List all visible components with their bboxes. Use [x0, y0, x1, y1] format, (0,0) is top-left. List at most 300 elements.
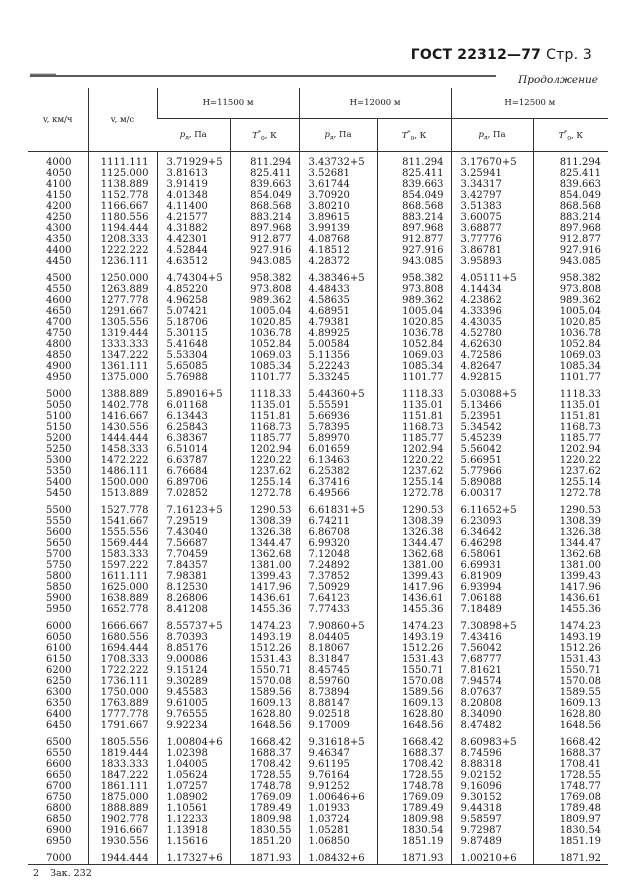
cell-speed-ms: 1125.000: [88, 168, 157, 179]
cell-temperature: 1436.61: [533, 593, 608, 604]
cell-temperature: 1005.04: [230, 306, 299, 317]
cell-speed-ms: 1180.556: [88, 212, 157, 223]
cell-pressure: 5.45239: [451, 433, 533, 444]
cell-pressure: 1.08432+6: [299, 853, 377, 864]
cell-speed-kmh: 6450: [46, 720, 72, 731]
cell-temperature: 1628.80: [533, 709, 608, 720]
cell-speed-ms: 1750.000: [88, 687, 157, 698]
cell-pressure: 3.52681: [299, 168, 377, 179]
cell-speed-ms: 1708.333: [88, 654, 157, 665]
cell-temperature: 1381.00: [377, 560, 451, 571]
cell-temperature: 1020.85: [533, 317, 608, 328]
table-row: [28, 748, 608, 759]
cell-pressure: 6.74211: [299, 516, 377, 527]
cell-speed-ms: 1666.667: [88, 621, 157, 632]
cell-speed-kmh: 4850: [46, 350, 72, 361]
cell-speed-ms: 1388.889: [88, 389, 157, 400]
cell-temperature: 1069.03: [230, 350, 299, 361]
cell-temperature: 958.382: [377, 273, 451, 284]
cell-pressure: 4.23862: [451, 295, 533, 306]
cell-temperature: 1290.53: [377, 505, 451, 516]
header-speed-ms: v, м/с: [88, 88, 157, 152]
cell-temperature: 1789.49: [230, 803, 299, 814]
cell-temperature: 1668.42: [230, 737, 299, 748]
cell-speed-kmh: 5450: [46, 488, 72, 499]
cell-pressure: 6.86708: [299, 527, 377, 538]
table-row: [28, 422, 608, 433]
cell-temperature: 1474.23: [377, 621, 451, 632]
cell-temperature: 883.214: [230, 212, 299, 223]
cell-pressure: 7.70459: [157, 549, 230, 560]
cell-temperature: 1648.56: [230, 720, 299, 731]
cell-speed-ms: 1347.222: [88, 350, 157, 361]
table-row: [28, 643, 608, 654]
cell-speed-ms: 1500.000: [88, 477, 157, 488]
cell-pressure: 6.11652+5: [451, 505, 533, 516]
cell-temperature: 989.362: [230, 295, 299, 306]
cell-pressure: 3.68877: [451, 223, 533, 234]
cell-temperature: 1851.19: [533, 836, 608, 847]
cell-speed-kmh: 6100: [46, 643, 72, 654]
cell-temperature: 1455.36: [533, 604, 608, 615]
cell-temperature: 1809.98: [230, 814, 299, 825]
cell-pressure: 6.63787: [157, 455, 230, 466]
cell-temperature: 1381.00: [230, 560, 299, 571]
cell-temperature: 912.877: [533, 234, 608, 245]
cell-temperature: 1609.13: [377, 698, 451, 709]
cell-pressure: 8.74596: [451, 748, 533, 759]
cell-temperature: 1168.73: [230, 422, 299, 433]
cell-pressure: 5.66951: [451, 455, 533, 466]
cell-pressure: 5.56042: [451, 444, 533, 455]
cell-pressure: 3.51383: [451, 201, 533, 212]
cell-temperature: 883.214: [377, 212, 451, 223]
cell-speed-ms: 1291.667: [88, 306, 157, 317]
cell-speed-ms: 1736.111: [88, 676, 157, 687]
cell-speed-ms: 1527.778: [88, 505, 157, 516]
cell-speed-kmh: 4650: [46, 306, 72, 317]
cell-speed-kmh: 6600: [46, 759, 72, 770]
cell-speed-kmh: 6250: [46, 676, 72, 687]
cell-speed-kmh: 5600: [46, 527, 72, 538]
cell-speed-ms: 1888.889: [88, 803, 157, 814]
cell-pressure: 6.34642: [451, 527, 533, 538]
cell-temperature: 1589.55: [533, 687, 608, 698]
cell-temperature: 1399.43: [533, 571, 608, 582]
cell-speed-kmh: 4950: [46, 372, 72, 383]
cell-temperature: 1512.26: [533, 643, 608, 654]
cell-pressure: 3.99139: [299, 223, 377, 234]
cell-speed-ms: 1402.778: [88, 400, 157, 411]
cell-temperature: 1308.39: [533, 516, 608, 527]
header-pressure: $p_д$, Па: [451, 119, 533, 152]
cell-speed-kmh: 6150: [46, 654, 72, 665]
page-header: [0, 0, 638, 86]
table-row: [28, 814, 608, 825]
cell-pressure: 7.98381: [157, 571, 230, 582]
cell-pressure: 8.70393: [157, 632, 230, 643]
cell-temperature: 1493.19: [533, 632, 608, 643]
cell-temperature: 1202.94: [230, 444, 299, 455]
cell-temperature: 1290.53: [533, 505, 608, 516]
temperature-unit: К: [270, 130, 277, 141]
cell-pressure: 6.69931: [451, 560, 533, 571]
cell-pressure: 4.82647: [451, 361, 533, 372]
cell-pressure: 7.50929: [299, 582, 377, 593]
cell-pressure: 4.89925: [299, 328, 377, 339]
cell-pressure: 9.02518: [299, 709, 377, 720]
cell-pressure: 5.55591: [299, 400, 377, 411]
table-row: [28, 737, 608, 748]
cell-speed-ms: 1652.778: [88, 604, 157, 615]
cell-speed-kmh: 6850: [46, 814, 72, 825]
cell-temperature: 1628.80: [377, 709, 451, 720]
cell-speed-ms: 1805.556: [88, 737, 157, 748]
cell-speed-kmh: 5000: [46, 389, 72, 400]
cell-temperature: 1628.80: [230, 709, 299, 720]
table-row: [28, 770, 608, 781]
cell-speed-ms: 1222.222: [88, 245, 157, 256]
cell-temperature: 1708.42: [230, 759, 299, 770]
table-body: [28, 152, 608, 865]
cell-speed-kmh: 7000: [46, 853, 72, 864]
cell-speed-kmh: 6050: [46, 632, 72, 643]
cell-temperature: 1493.19: [230, 632, 299, 643]
cell-pressure: 4.28372: [299, 256, 377, 267]
cell-pressure: 3.91419: [157, 179, 230, 190]
cell-speed-ms: 1416.667: [88, 411, 157, 422]
cell-pressure: 5.07421: [157, 306, 230, 317]
cell-temperature: 811.294: [377, 152, 451, 169]
cell-temperature: 1748.78: [230, 781, 299, 792]
cell-pressure: 6.13443: [157, 411, 230, 422]
cell-speed-ms: 1208.333: [88, 234, 157, 245]
cell-temperature: 1436.61: [377, 593, 451, 604]
table-row: [28, 803, 608, 814]
cell-pressure: 7.43040: [157, 527, 230, 538]
cell-speed-ms: 1861.111: [88, 781, 157, 792]
cell-speed-ms: 1763.889: [88, 698, 157, 709]
table-row: [28, 328, 608, 339]
cell-temperature: 1728.55: [230, 770, 299, 781]
cell-temperature: 1326.38: [377, 527, 451, 538]
temperature-unit: К: [576, 130, 583, 141]
cell-speed-ms: 1944.444: [88, 853, 157, 864]
cell-pressure: 4.79381: [299, 317, 377, 328]
cell-pressure: 6.01659: [299, 444, 377, 455]
cell-pressure: 7.68777: [451, 654, 533, 665]
cell-temperature: 883.214: [533, 212, 608, 223]
cell-pressure: 4.42301: [157, 234, 230, 245]
cell-pressure: 3.70920: [299, 190, 377, 201]
cell-temperature: 1708.41: [533, 759, 608, 770]
cell-temperature: 1809.98: [377, 814, 451, 825]
cell-temperature: 958.382: [230, 273, 299, 284]
cell-temperature: 1255.14: [377, 477, 451, 488]
cell-temperature: 1202.94: [533, 444, 608, 455]
table-row: [28, 411, 608, 422]
cell-pressure: 4.14434: [451, 284, 533, 295]
cell-speed-kmh: 6350: [46, 698, 72, 709]
cell-pressure: 3.95893: [451, 256, 533, 267]
cell-speed-kmh: 5500: [46, 505, 72, 516]
cell-pressure: 1.17327+6: [157, 853, 230, 864]
cell-temperature: 1688.37: [377, 748, 451, 759]
cell-temperature: 839.663: [533, 179, 608, 190]
cell-temperature: 1589.56: [377, 687, 451, 698]
cell-pressure: 7.64123: [299, 593, 377, 604]
table-row: [28, 190, 608, 201]
table-row: [28, 516, 608, 527]
cell-pressure: 5.78395: [299, 422, 377, 433]
table-row: [28, 477, 608, 488]
cell-temperature: 868.568: [533, 201, 608, 212]
cell-pressure: 5.41648: [157, 339, 230, 350]
cell-pressure: 8.26806: [157, 593, 230, 604]
cell-pressure: 9.00086: [157, 654, 230, 665]
table-row: [28, 836, 608, 847]
table-row: [28, 400, 608, 411]
cell-temperature: 1531.43: [230, 654, 299, 665]
cell-temperature: 1135.01: [377, 400, 451, 411]
cell-pressure: 7.56687: [157, 538, 230, 549]
header-temperature: $T^*_0$, К: [230, 119, 299, 152]
cell-pressure: 9.72987: [451, 825, 533, 836]
cell-pressure: 5.11356: [299, 350, 377, 361]
cell-speed-kmh: 4300: [46, 223, 72, 234]
cell-speed-kmh: 4050: [46, 168, 72, 179]
cell-pressure: 3.17670+5: [451, 152, 533, 169]
cell-pressure: 1.01933: [299, 803, 377, 814]
table-row: [28, 245, 608, 256]
cell-temperature: 1748.78: [377, 781, 451, 792]
cell-temperature: 825.411: [377, 168, 451, 179]
cell-pressure: 4.68951: [299, 306, 377, 317]
cell-temperature: 1512.26: [230, 643, 299, 654]
cell-speed-kmh: 5700: [46, 549, 72, 560]
cell-pressure: 5.89016+5: [157, 389, 230, 400]
cell-temperature: 1769.08: [533, 792, 608, 803]
cell-temperature: 1151.81: [377, 411, 451, 422]
cell-temperature: 868.568: [230, 201, 299, 212]
cell-speed-kmh: 5950: [46, 604, 72, 615]
cell-speed-kmh: 5200: [46, 433, 72, 444]
cell-speed-ms: 1694.444: [88, 643, 157, 654]
cell-pressure: 6.93994: [451, 582, 533, 593]
table-row: [28, 571, 608, 582]
cell-temperature: 897.968: [533, 223, 608, 234]
cell-pressure: 4.01348: [157, 190, 230, 201]
table-row: [28, 317, 608, 328]
cell-pressure: 5.53304: [157, 350, 230, 361]
table-row: [28, 389, 608, 400]
cell-speed-kmh: 6800: [46, 803, 72, 814]
cell-pressure: 5.22243: [299, 361, 377, 372]
cell-speed-kmh: 4750: [46, 328, 72, 339]
cell-temperature: 1531.43: [377, 654, 451, 665]
cell-pressure: 7.56042: [451, 643, 533, 654]
cell-pressure: 4.63512: [157, 256, 230, 267]
cell-speed-ms: 1375.000: [88, 372, 157, 383]
cell-pressure: 4.31882: [157, 223, 230, 234]
cell-pressure: 1.06850: [299, 836, 377, 847]
cell-pressure: 9.61005: [157, 698, 230, 709]
cell-pressure: 9.45583: [157, 687, 230, 698]
table-row: [28, 709, 608, 720]
header-rule: [28, 73, 498, 79]
cell-pressure: 4.85220: [157, 284, 230, 295]
cell-temperature: 1871.92: [533, 853, 608, 864]
table-row: [28, 792, 608, 803]
cell-temperature: 912.877: [377, 234, 451, 245]
table-row: [28, 372, 608, 383]
cell-pressure: 3.60075: [451, 212, 533, 223]
cell-speed-kmh: 5850: [46, 582, 72, 593]
cell-speed-kmh: 6900: [46, 825, 72, 836]
cell-pressure: 4.96258: [157, 295, 230, 306]
header-temperature: $T^*_0$, К: [533, 119, 608, 152]
cell-pressure: 7.02852: [157, 488, 230, 499]
cell-temperature: 958.382: [533, 273, 608, 284]
cell-speed-kmh: 6550: [46, 748, 72, 759]
cell-pressure: 9.58597: [451, 814, 533, 825]
cell-temperature: 1570.08: [377, 676, 451, 687]
cell-temperature: 1789.48: [533, 803, 608, 814]
cell-speed-kmh: 6750: [46, 792, 72, 803]
cell-pressure: 6.38367: [157, 433, 230, 444]
table-row: [28, 433, 608, 444]
table-row: [28, 339, 608, 350]
cell-pressure: 4.52780: [451, 328, 533, 339]
table-row: [28, 560, 608, 571]
cell-pressure: 8.12530: [157, 582, 230, 593]
cell-speed-kmh: 4900: [46, 361, 72, 372]
cell-pressure: 7.06188: [451, 593, 533, 604]
cell-pressure: 9.16096: [451, 781, 533, 792]
cell-pressure: 8.04405: [299, 632, 377, 643]
cell-pressure: 1.00804+6: [157, 737, 230, 748]
table-row: [28, 212, 608, 223]
cell-temperature: 973.808: [377, 284, 451, 295]
cell-temperature: 1168.73: [533, 422, 608, 433]
cell-speed-ms: 1194.444: [88, 223, 157, 234]
cell-pressure: 3.42797: [451, 190, 533, 201]
cell-pressure: 8.59760: [299, 676, 377, 687]
cell-pressure: 8.88147: [299, 698, 377, 709]
cell-speed-ms: 1513.889: [88, 488, 157, 499]
cell-pressure: 4.52844: [157, 245, 230, 256]
cell-pressure: 8.85176: [157, 643, 230, 654]
cell-pressure: 9.02152: [451, 770, 533, 781]
cell-pressure: 5.89088: [451, 477, 533, 488]
cell-temperature: 1550.71: [533, 665, 608, 676]
cell-pressure: 4.62630: [451, 339, 533, 350]
cell-temperature: 1052.84: [230, 339, 299, 350]
header-pressure: $p_д$, Па: [157, 119, 230, 152]
cell-pressure: 6.58061: [451, 549, 533, 560]
cell-pressure: 5.00584: [299, 339, 377, 350]
cell-pressure: 4.92815: [451, 372, 533, 383]
cell-temperature: 1101.77: [377, 372, 451, 383]
cell-pressure: 9.76555: [157, 709, 230, 720]
cell-temperature: 1550.71: [377, 665, 451, 676]
cell-temperature: 1589.56: [230, 687, 299, 698]
cell-temperature: 825.411: [533, 168, 608, 179]
cell-temperature: 1809.97: [533, 814, 608, 825]
cell-temperature: 1005.04: [377, 306, 451, 317]
cell-pressure: 8.20808: [451, 698, 533, 709]
cell-speed-kmh: 4700: [46, 317, 72, 328]
cell-speed-ms: 1916.667: [88, 825, 157, 836]
cell-pressure: 6.00317: [451, 488, 533, 499]
cell-temperature: 868.568: [377, 201, 451, 212]
cell-pressure: 3.71929+5: [157, 152, 230, 169]
cell-speed-kmh: 4000: [46, 157, 72, 168]
cell-pressure: 4.05111+5: [451, 273, 533, 284]
cell-temperature: 1728.55: [377, 770, 451, 781]
cell-pressure: 8.60983+5: [451, 737, 533, 748]
cell-temperature: 1020.85: [377, 317, 451, 328]
cell-speed-kmh: 4200: [46, 201, 72, 212]
cell-pressure: 6.51014: [157, 444, 230, 455]
table-row: [28, 676, 608, 687]
cell-pressure: 5.76988: [157, 372, 230, 383]
cell-speed-kmh: 5400: [46, 477, 72, 488]
cell-pressure: 5.89970: [299, 433, 377, 444]
cell-speed-ms: 1263.889: [88, 284, 157, 295]
cell-pressure: 6.49566: [299, 488, 377, 499]
table-row: [28, 223, 608, 234]
cell-temperature: 1220.22: [230, 455, 299, 466]
cell-temperature: 1069.03: [533, 350, 608, 361]
cell-pressure: 5.13466: [451, 400, 533, 411]
cell-temperature: 1648.56: [533, 720, 608, 731]
table-row: [28, 152, 608, 169]
cell-pressure: 9.31618+5: [299, 737, 377, 748]
cell-pressure: 1.13918: [157, 825, 230, 836]
cell-pressure: 1.12233: [157, 814, 230, 825]
cell-temperature: 1455.36: [377, 604, 451, 615]
data-table: [28, 88, 608, 864]
cell-pressure: 7.94574: [451, 676, 533, 687]
cell-pressure: 3.43732+5: [299, 152, 377, 169]
cell-speed-ms: 1875.000: [88, 792, 157, 803]
cell-temperature: 1417.96: [230, 582, 299, 593]
cell-temperature: 927.916: [377, 245, 451, 256]
table-row: [28, 538, 608, 549]
cell-speed-ms: 1583.333: [88, 549, 157, 560]
cell-pressure: 7.16123+5: [157, 505, 230, 516]
cell-temperature: 1474.23: [533, 621, 608, 632]
cell-temperature: 1151.81: [230, 411, 299, 422]
cell-speed-kmh: 5650: [46, 538, 72, 549]
cell-temperature: 1085.34: [230, 361, 299, 372]
cell-pressure: 6.89706: [157, 477, 230, 488]
cell-pressure: 4.08768: [299, 234, 377, 245]
cell-temperature: 1748.77: [533, 781, 608, 792]
cell-pressure: 8.07637: [451, 687, 533, 698]
pressure-unit: Па: [194, 129, 207, 140]
page-label: Стр. 3: [546, 47, 592, 63]
table-row: [28, 273, 608, 284]
cell-temperature: 1151.81: [533, 411, 608, 422]
cell-pressure: 7.84357: [157, 560, 230, 571]
cell-speed-kmh: 5800: [46, 571, 72, 582]
cell-pressure: 4.38346+5: [299, 273, 377, 284]
cell-speed-ms: 1902.778: [88, 814, 157, 825]
cell-temperature: 1871.93: [377, 853, 451, 864]
cell-speed-ms: 1930.556: [88, 836, 157, 847]
